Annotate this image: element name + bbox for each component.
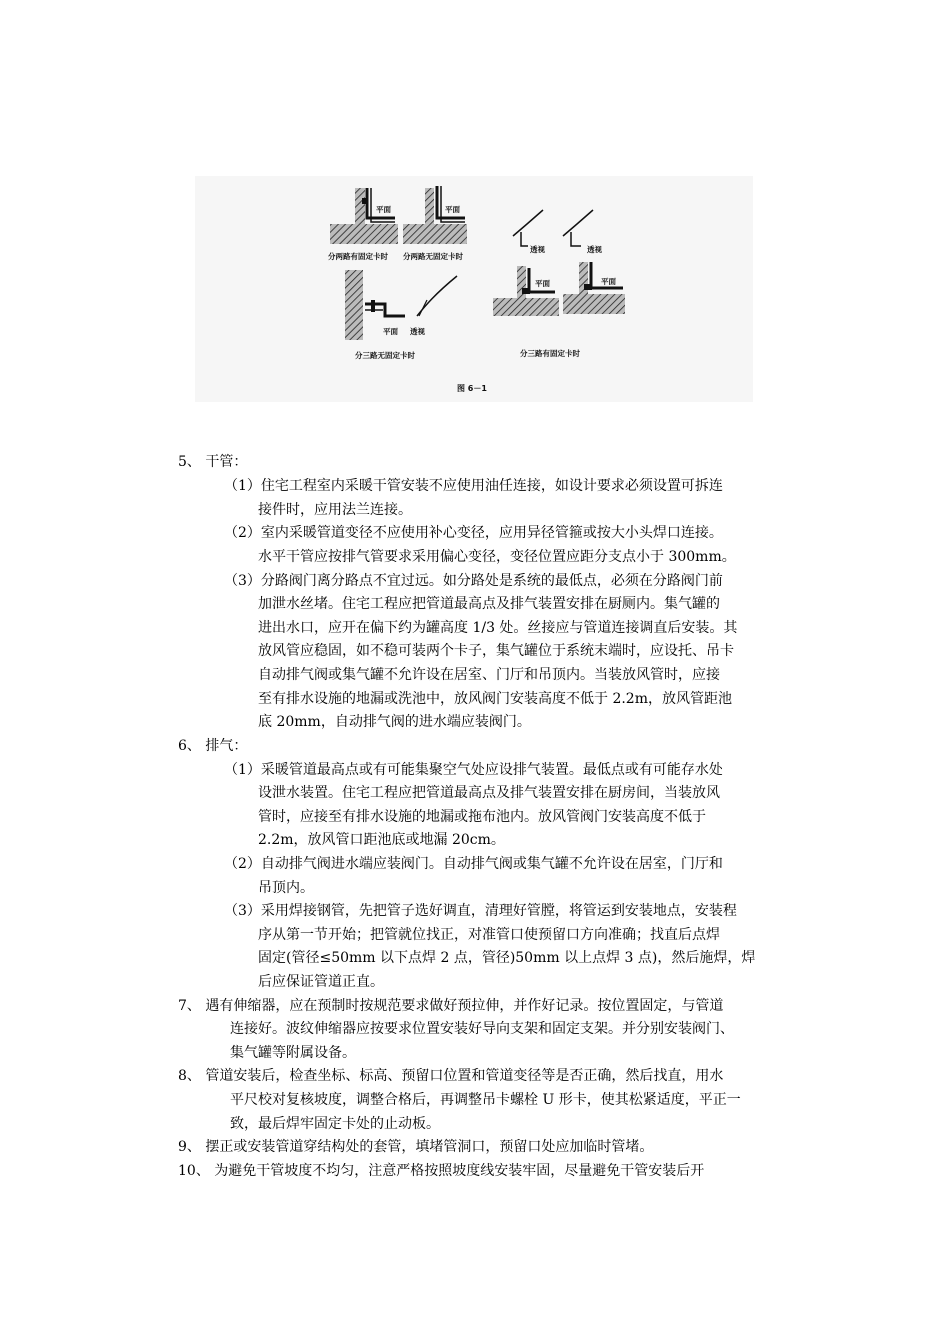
item-6-2-line-1: （2）自动排气阀进水端应装阀门。自动排气阀或集气罐不允许设在居室，门厅和 xyxy=(224,856,723,872)
item-5-3-line-2: 加泄水丝堵。住宅工程应把管道最高点及排气装置安排在厨厕内。集气罐的 xyxy=(258,596,720,612)
pipe-branch-figure xyxy=(195,176,753,402)
label-plan-3: 平面 xyxy=(383,327,398,336)
item-6-3-line-1: （3）采用焊接钢管，先把管子选好调直，清理好管膛，将管运到安装地点，安装程 xyxy=(224,903,737,919)
item-5-3-line-1: （3）分路阀门离分路点不宜过远。如分路处是系统的最低点，必须在分路阀门前 xyxy=(224,573,723,589)
diagram-two-way-no-fixed xyxy=(402,186,467,261)
item-6-3-line-3: 固定(管径≤50mm 以下点焊 2 点，管径)50mm 以上点焊 3 点)，然后施焊，焊 xyxy=(258,950,756,966)
item-6-1-line-1: （1）采暖管道最高点或有可能集聚空气处应设排气装置。最低点或有可能存水处 xyxy=(224,762,723,778)
item-5-3-line-7: 底 20mm，自动排气阀的进水端应装阀门。 xyxy=(258,714,531,730)
item-6-3-line-2: 序从第一节开始；把管就位找正，对准管口使预留口方向准确；找直后点焊 xyxy=(258,927,720,943)
figure-drawing xyxy=(195,176,753,402)
item-6-2-line-2: 吊顶内。 xyxy=(258,880,314,896)
section-8-line-1: 8、 管道安装后，检查坐标、标高、预留口位置和管道变径等是否正确，然后找直，用水 xyxy=(178,1068,724,1084)
section-8-line-3: 致，最后焊牢固定卡处的止动板。 xyxy=(230,1116,440,1132)
section-9-line-1: 9、 摆正或安装管道穿结构处的套管，填堵管洞口，预留口处应加临时管堵。 xyxy=(178,1139,654,1155)
item-5-1-line-1: （1）住宅工程室内采暖干管安装不应使用油任连接，如设计要求必须设置可拆连 xyxy=(224,478,723,494)
label-two-way-no-fixed: 分两路无固定卡时 xyxy=(403,252,463,261)
item-6-1-line-3: 管时，应接至有排水设施的地漏或拖布池内。放风管阀门安装高度不低于 xyxy=(258,809,706,825)
item-5-3-line-6: 至有排水设施的地漏或洗池中，放风阀门安装高度不低于 2.2m，放风管距池 xyxy=(258,691,732,707)
section-6-heading: 6、 排气： xyxy=(178,738,248,754)
label-plan-1: 平面 xyxy=(376,205,391,214)
section-8-line-2: 平尺校对复核坡度，调整合格后，再调整吊卡螺栓 U 形卡，使其松紧适度，平正一 xyxy=(230,1092,741,1108)
diagram-perspective-top xyxy=(513,210,602,254)
label-plan-2: 平面 xyxy=(445,205,460,214)
label-plan-4: 平面 xyxy=(535,279,550,288)
label-three-way-no-fixed: 分三路无固定卡时 xyxy=(355,351,415,360)
label-two-way-fixed: 分两路有固定卡时 xyxy=(328,252,388,261)
item-5-3-line-3: 进出水口，应开在偏下约为罐高度 1/3 处。丝接应与管道连接调直后安装。其 xyxy=(258,620,738,636)
section-7-line-3: 集气罐等附属设备。 xyxy=(230,1045,356,1061)
item-5-1-line-2: 接件时，应用法兰连接。 xyxy=(258,502,412,518)
item-6-1-line-2: 设泄水装置。住宅工程应把管道最高点及排气装置安排在厨房间，当装放风 xyxy=(258,785,720,801)
item-6-3-line-4: 后应保证管道正直。 xyxy=(258,974,384,990)
label-perspective-3: 透视 xyxy=(410,327,425,336)
label-perspective-2: 透视 xyxy=(587,245,602,254)
diagram-three-way-no-fixed xyxy=(345,270,457,360)
label-perspective-1: 透视 xyxy=(530,245,545,254)
item-5-2-line-1: （2）室内采暖管道变径不应使用补心变径，应用异径管箍或按大小头焊口连接。 xyxy=(224,525,723,541)
figure-caption: 图 6－1 xyxy=(457,384,487,393)
item-6-1-line-4: 2.2m，放风管口距池底或地漏 20cm。 xyxy=(258,832,505,848)
label-plan-5: 平面 xyxy=(601,277,616,286)
label-three-way-fixed: 分三路有固定卡时 xyxy=(520,349,580,358)
section-10-line-1: 10、 为避免干管坡度不均匀，注意严格按照坡度线安装牢固，尽量避免干管安装后开 xyxy=(178,1163,705,1179)
section-7-line-1: 7、 遇有伸缩器，应在预制时按规范要求做好预拉伸，并作好记录。按位置固定，与管道 xyxy=(178,998,724,1014)
item-5-2-line-2: 水平干管应按排气管要求采用偏心变径，变径位置应距分支点小于 300mm。 xyxy=(258,549,736,565)
section-7-line-2: 连接好。波纹伸缩器应按要求位置安装好导向支架和固定支架。并分别安装阀门、 xyxy=(230,1021,734,1037)
section-5-heading: 5、 干管： xyxy=(178,454,248,470)
diagram-two-way-fixed xyxy=(327,188,398,261)
diagram-three-way-fixed xyxy=(493,262,625,358)
item-5-3-line-4: 放风管应稳固，如不稳可装两个卡子，集气罐位于系统末端时，应设托、吊卡 xyxy=(258,643,734,659)
item-5-3-line-5: 自动排气阀或集气罐不允许设在居室、门厅和吊顶内。当装放风管时，应接 xyxy=(258,667,720,683)
